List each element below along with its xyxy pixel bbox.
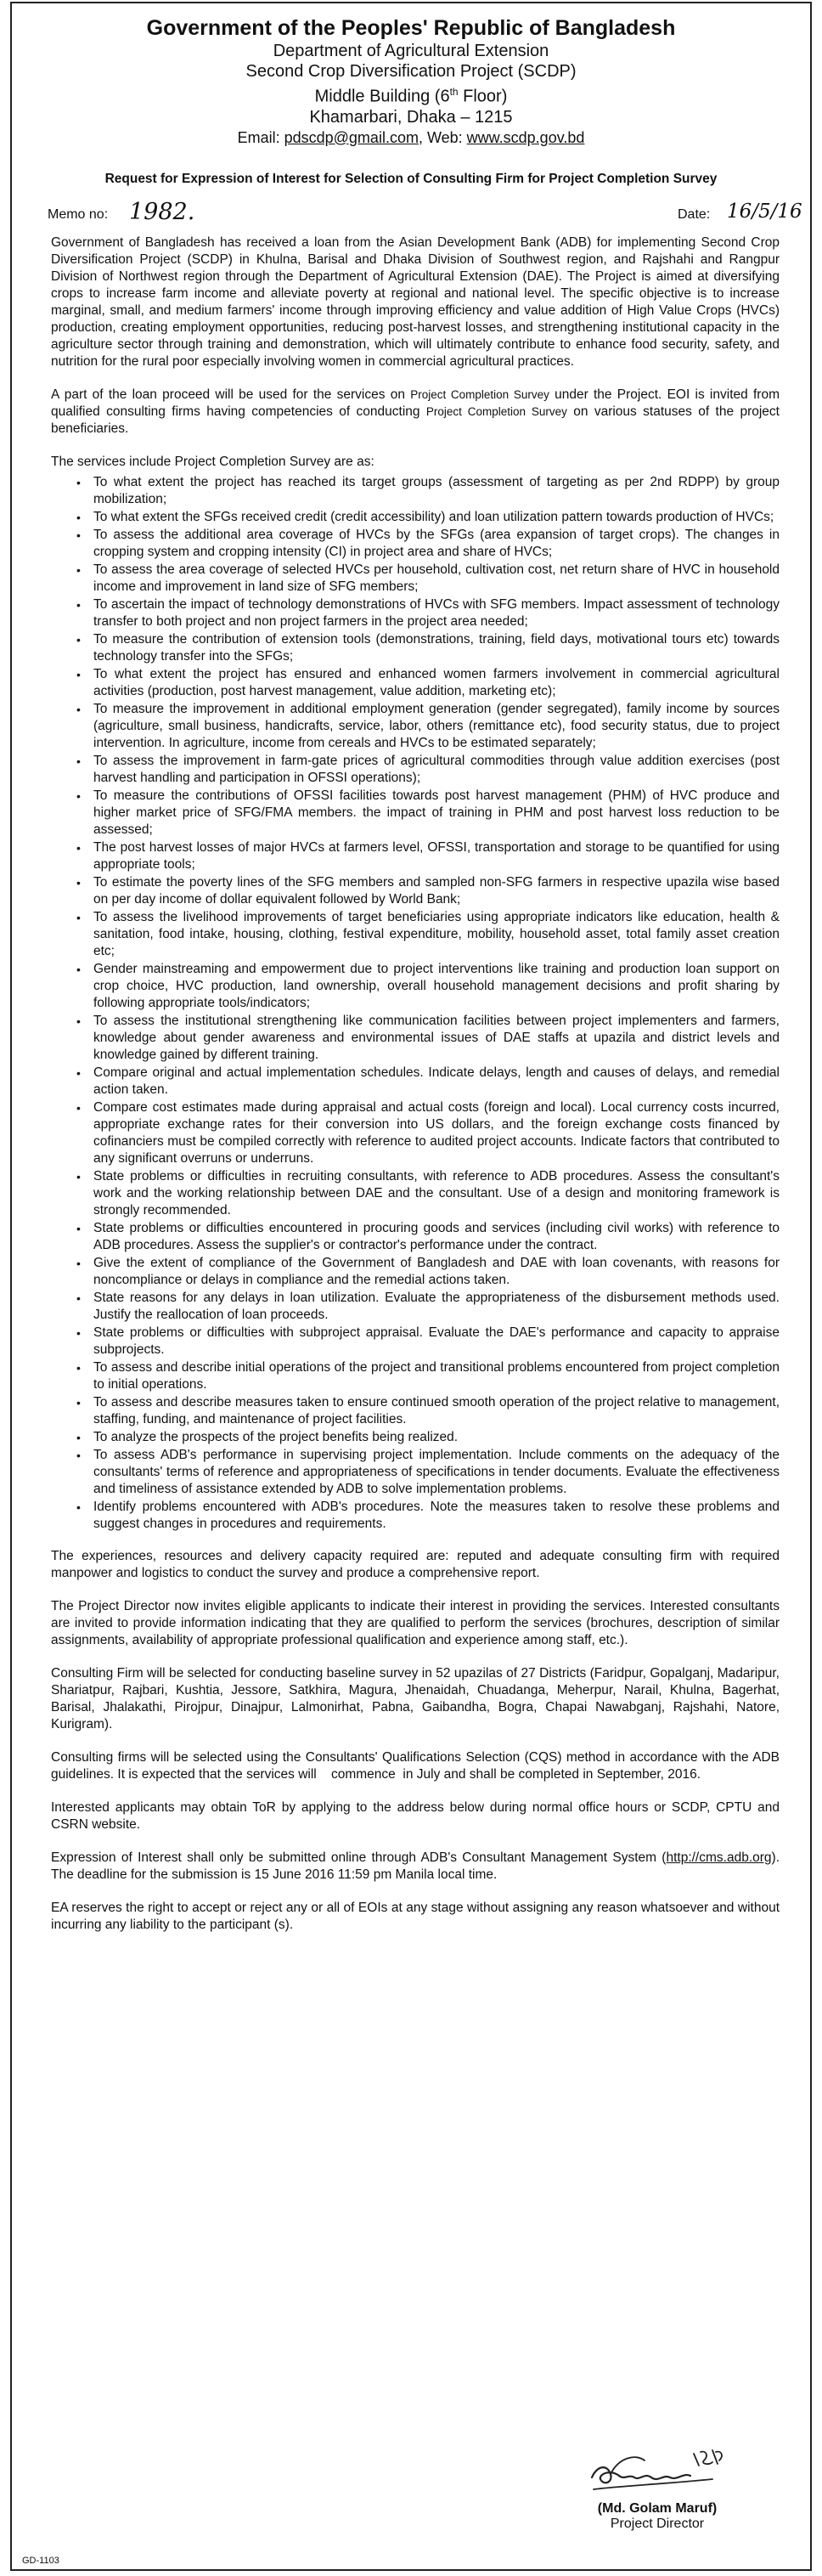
bullet-icon: • (76, 754, 81, 768)
bullet-icon: • (76, 475, 81, 489)
service-item (51, 1065, 780, 1099)
eoi-paragraph (51, 1850, 780, 1884)
service-text: State problems or difficulties encountered in procuring goods and services (including civil works) with reference to ADB procedures. Assess the supplier's or contractor's performance under the contract. (93, 1220, 780, 1252)
notice-title: Request for Expression of Interest for Selection of Consulting Firm for Project Completion Survey (104, 171, 718, 186)
service-item (51, 562, 780, 596)
service-text: To measure the improvement in additional employment generation (gender segregated), family income by sources (agriculture, small business, handicrafts, service, labor, others (remittance etc), food security status, due to project intervention. In agriculture, income from cereals and HVCs to be estimated separately; (93, 701, 780, 750)
service-text: Compare cost estimates made during appraisal and actual costs (foreign and local). Local currency costs incurred, appropriate exchange rates for their conversion into US dollars, and the foreign exchange costs financed by cofinanciers must be compiled correctly with reference to audited project accounts. Indicate factors that contributed to any significant overruns or underruns. (93, 1099, 780, 1166)
service-text: To assess the institutional strengthening like communication facilities between project implementers and farmers, knowledge about gender awareness and environmental issues of DAE staffs at upazila and district levels and knowledge gained by different training. (93, 1013, 780, 1062)
intro-paragraph: Government of Bangladesh has received a loan from the Asian Development Bank (ADB) for implementing Second Crop Diversification Project (SCDP) in Khulna, Barisal and Dhaka Division of Southwest region, and Rajshahi and Rangpur Division of Northwest region through the Department of Agricultural Extension (DAE). The Project is aimed at diversifying crops to increase farm income and alleviate poverty at regional and national level. The specific objective is to increase marginal, small, and medium farmers' income through improving efficiency and value addition of High Value Crops (HVCs) production, creating employment opportunities, reducing post-harvest losses, and strengthening institutional capacity in the agriculture sector through training and demonstration, which will ultimately contribute to enhance food security, safety, and nutrition for the rural poor especially involving women in commercial agricultural practices. (51, 234, 780, 369)
project-name: Second Crop Diversification Project (SCDP) (245, 62, 577, 81)
loan-text-2: under the Project. EOI is invited from qualified consulting firms having competencies of conducting (51, 387, 780, 419)
service-text: To estimate the poverty lines of the SFG members and sampled non-SFG farmers in respective upazila wise based on per day income of dollar equivalent followed by World Bank; (93, 874, 780, 907)
bullet-icon: • (76, 1169, 81, 1183)
eoi-text-1: Expression of Interest shall only be submitted online through ADB's Consultant Management System ( (51, 1850, 667, 1865)
service-item (51, 527, 780, 561)
service-item (51, 474, 780, 508)
bullet-icon: • (76, 1014, 81, 1028)
service-item (51, 1429, 780, 1446)
service-item (51, 909, 780, 960)
date-label: Date: (678, 206, 711, 222)
memo-date: 16/5/16 (727, 200, 802, 223)
service-item (51, 631, 780, 665)
bullet-icon: • (76, 510, 81, 524)
bullet-icon: • (76, 1500, 81, 1514)
service-text: To measure the contributions of OFSSI facilities towards post harvest management (PHM) of HVC produce and higher market price of SFG/FMA members. the impact of training in PHM and post harvest loss reduction to be assessed; (93, 788, 780, 837)
service-text: To assess the additional area coverage of HVCs by the SFGs (area expansion of target crops). The changes in cropping system and cropping intensity (CI) in project area and share of HVCs; (93, 527, 780, 559)
service-text: Gender mainstreaming and empowerment due to project interventions like training and production loan support on crop choice, HVC production, land ownership, overall household management decisions and profit sharing by following appropriate tools/indicators; (93, 961, 780, 1010)
service-item (51, 596, 780, 630)
tor-paragraph: Interested applicants may obtain ToR by applying to the address below during normal office hours or SCDP, CPTU and CSRN website. (51, 1799, 780, 1832)
service-text: State problems or difficulties with subproject appraisal. Evaluate the DAE's performance and capacity to appraise subprojects. (93, 1325, 780, 1357)
service-text: The post harvest losses of major HVCs at farmers level, OFSSI, transportation and storage to be quantified for using appropriate tools; (93, 839, 780, 872)
service-text: To assess and describe initial operations of the project and transitional problems encountered from project completion to initial operations. (93, 1359, 780, 1392)
cms-link[interactable]: http://cms.adb.org (666, 1850, 772, 1865)
service-item (51, 1255, 780, 1289)
service-item (51, 1394, 780, 1428)
service-text: To assess the area coverage of selected HVCs per household, cultivation cost, net return share of HVC in household income and improvement in land size of SFG members; (93, 562, 780, 594)
bullet-icon: • (76, 702, 81, 716)
building-line (12, 82, 810, 107)
bullet-icon: • (76, 788, 81, 803)
building-prefix: Middle Building (6 (314, 87, 450, 106)
signatory-name: (Md. Golam Maruf) (597, 2501, 718, 2516)
bullet-icon: • (76, 667, 81, 681)
experience-paragraph: The experiences, resources and delivery capacity required are: reputed and adequate consulting firm with required manpower and logistics to conduct the survey and produce a comprehensive report. (51, 1548, 780, 1580)
service-item (51, 788, 780, 839)
service-item (51, 1168, 780, 1219)
bullet-icon: • (76, 875, 81, 890)
bullet-icon: • (76, 840, 81, 855)
government-title: Government of the Peoples' Republic of Bangladesh (146, 16, 676, 40)
service-text: To analyze the prospects of the project benefits being realized. (93, 1429, 459, 1444)
loan-paragraph (51, 387, 780, 438)
service-item (51, 1499, 780, 1533)
contact-line (12, 127, 810, 148)
selected-paragraph: Consulting Firm will be selected for conducting baseline survey in 52 upazilas of 27 Districts (Faridpur, Gopalganj, Madaripur, Shariatpur, Rajbari, Kushtia, Jessore, Satkhira, Magura, Jhenaidah, Chuadanga, Meherpur, Narail, Khulna, Bagerhat, Barisal, Jhalakathi, Pirojpur, Dinajpur, Lalmonirhat, Pabna, Gaibandha, Bogra, Chapai Nawabganj, Rajshahi, Natore, Kurigram). (51, 1665, 780, 1731)
service-text: State problems or difficulties in recruiting consultants, with reference to ADB procedures. Assess the consultant's work and the working relationship between DAE and the consultant. Use of a design and monitoring framework is strongly recommended. (93, 1168, 780, 1217)
loan-survey-1: Project Completion Survey (410, 387, 549, 401)
service-item (51, 839, 780, 873)
service-text: To assess and describe measures taken to ensure continued smooth operation of the project relative to management, staffing, funding, and maintenance of project facilities. (93, 1394, 780, 1426)
service-item (51, 961, 780, 1012)
service-text: Give the extent of compliance of the Government of Bangladesh and DAE with loan covenants, with reasons for noncompliance or delays in compliance and the remedial actions taken. (93, 1255, 780, 1287)
service-text: To assess the livelihood improvements of target beneficiaries using appropriate indicators like education, health & sanitation, food intake, housing, clothing, festival expenditure, mobility, household asset, total family asset creation etc; (93, 909, 780, 958)
service-item (51, 1359, 780, 1393)
bullet-icon: • (76, 632, 81, 647)
service-item (51, 1013, 780, 1064)
bullet-icon: • (76, 1065, 81, 1080)
service-item (51, 1447, 780, 1498)
signatory-title: Project Director (610, 2517, 705, 2531)
bullet-icon: • (76, 1448, 81, 1462)
bullet-icon: • (76, 1100, 81, 1115)
service-item (51, 1220, 780, 1254)
service-text: To what extent the project has reached its target groups (assessment of targeting as per 2nd RDPP) by group mobilization; (93, 474, 780, 506)
bullet-icon: • (76, 1256, 81, 1270)
bullet-icon: • (76, 1221, 81, 1235)
eoi-text-2: ). The deadline for the submission is 15 June 2016 11:59 pm Manila local time. (51, 1850, 780, 1882)
bullet-icon: • (76, 962, 81, 976)
bullet-icon: • (76, 1291, 81, 1305)
service-item (51, 1325, 780, 1359)
service-text: To what extent the project has ensured and enhanced women farmers involvement in commercial agricultural activities (production, post harvest management, value addition, marketing etc); (93, 666, 780, 698)
notice-page (10, 2, 812, 2571)
letterhead (12, 3, 810, 148)
signature-mark-icon (585, 2440, 729, 2500)
web-link[interactable]: www.scdp.gov.bd (466, 128, 585, 146)
signature-block (555, 2440, 759, 2532)
service-text: Compare original and actual implementation schedules. Indicate delays, length and causes of delays, and remedial action taken. (93, 1065, 780, 1097)
loan-survey-2: Project Completion Survey (425, 404, 567, 418)
cqs-paragraph: Consulting firms will be selected using the Consultants' Qualifications Selection (CQS) method in accordance with the ADB guidelines. It is expected that the services will commence in July and shall be completed in September, 2016. (51, 1749, 784, 1782)
email-link[interactable]: pdscdp@gmail.com (284, 128, 419, 146)
memo-label: Memo no: (48, 206, 109, 222)
service-item (51, 1099, 780, 1167)
memo-number: 1982. (129, 198, 195, 225)
building-suffix: Floor) (458, 87, 508, 106)
service-item (51, 1290, 780, 1324)
service-text: To assess the improvement in farm-gate prices of agricultural commodities through value addition exercises (post harvest handling and participation in OFSSI operations); (93, 753, 780, 785)
service-item (51, 666, 780, 700)
memo-row (48, 198, 802, 234)
bullet-icon: • (76, 528, 81, 542)
bullet-icon: • (76, 1360, 81, 1375)
email-label: Email: (237, 128, 284, 146)
services-list (51, 474, 780, 1533)
bullet-icon: • (76, 597, 81, 612)
bullet-icon: • (76, 1430, 81, 1444)
invite-paragraph: The Project Director now invites eligible applicants to indicate their interest in providing the services. Interested consultants are invited to provide information indicating that they are qualified to perform the services (brochures, description of similar assignments, availability of appropriate professional qualification and experience among staff, etc.). (51, 1598, 780, 1647)
service-text: To assess ADB's performance in supervising project implementation. Include comments on the adequacy of the consultants' terms of reference and appropriateness of specifications in tender documents. Evaluate the effectiveness and timeliness of assistance extended by ADB to solve implementation problems. (93, 1447, 780, 1496)
service-text: Identify problems encountered with ADB's procedures. Note the measures taken to resolve these problems and suggest changes in procedures and requirements. (93, 1499, 780, 1531)
department-name: Department of Agricultural Extension (273, 42, 549, 60)
service-item (51, 874, 780, 908)
loan-text-3: on various statuses of the project beneficiaries. (51, 404, 780, 436)
service-text: State reasons for any delays in loan utilization. Evaluate the appropriateness of the disbursement methods used. Justify the reallocation of loan proceeds. (93, 1290, 780, 1322)
notice-body (12, 234, 810, 1934)
service-text: To ascertain the impact of technology demonstrations of HVCs with SFG members. Impact assessment of technology transfer to both project and non project farmers in the project area needed; (93, 596, 780, 629)
service-item (51, 701, 780, 752)
bullet-icon: • (76, 910, 81, 924)
service-item (51, 753, 780, 787)
building-sup: th (449, 86, 459, 98)
service-item (51, 509, 780, 526)
bullet-icon: • (76, 1325, 81, 1340)
service-text: To measure the contribution of extension tools (demonstrations, training, field days, motivational tours etc) towards technology transfer into the SFGs; (93, 631, 780, 664)
loan-text-1: A part of the loan proceed will be used for the services on (51, 387, 411, 402)
address-line: Khamarbari, Dhaka – 1215 (309, 107, 513, 127)
web-label: , Web: (418, 128, 467, 146)
services-intro: The services include Project Completion Survey are as: (51, 454, 374, 469)
bullet-icon: • (76, 562, 81, 577)
bullet-icon: • (76, 1395, 81, 1409)
footer-code: GD-1103 (22, 2556, 59, 2566)
service-text: To what extent the SFGs received credit (credit accessibility) and loan utilization pattern towards production of HVCs; (93, 509, 774, 524)
ea-paragraph: EA reserves the right to accept or reject any or all of EOIs at any stage without assigning any reason whatsoever and without incurring any liability to the participant (s). (51, 1900, 780, 1932)
